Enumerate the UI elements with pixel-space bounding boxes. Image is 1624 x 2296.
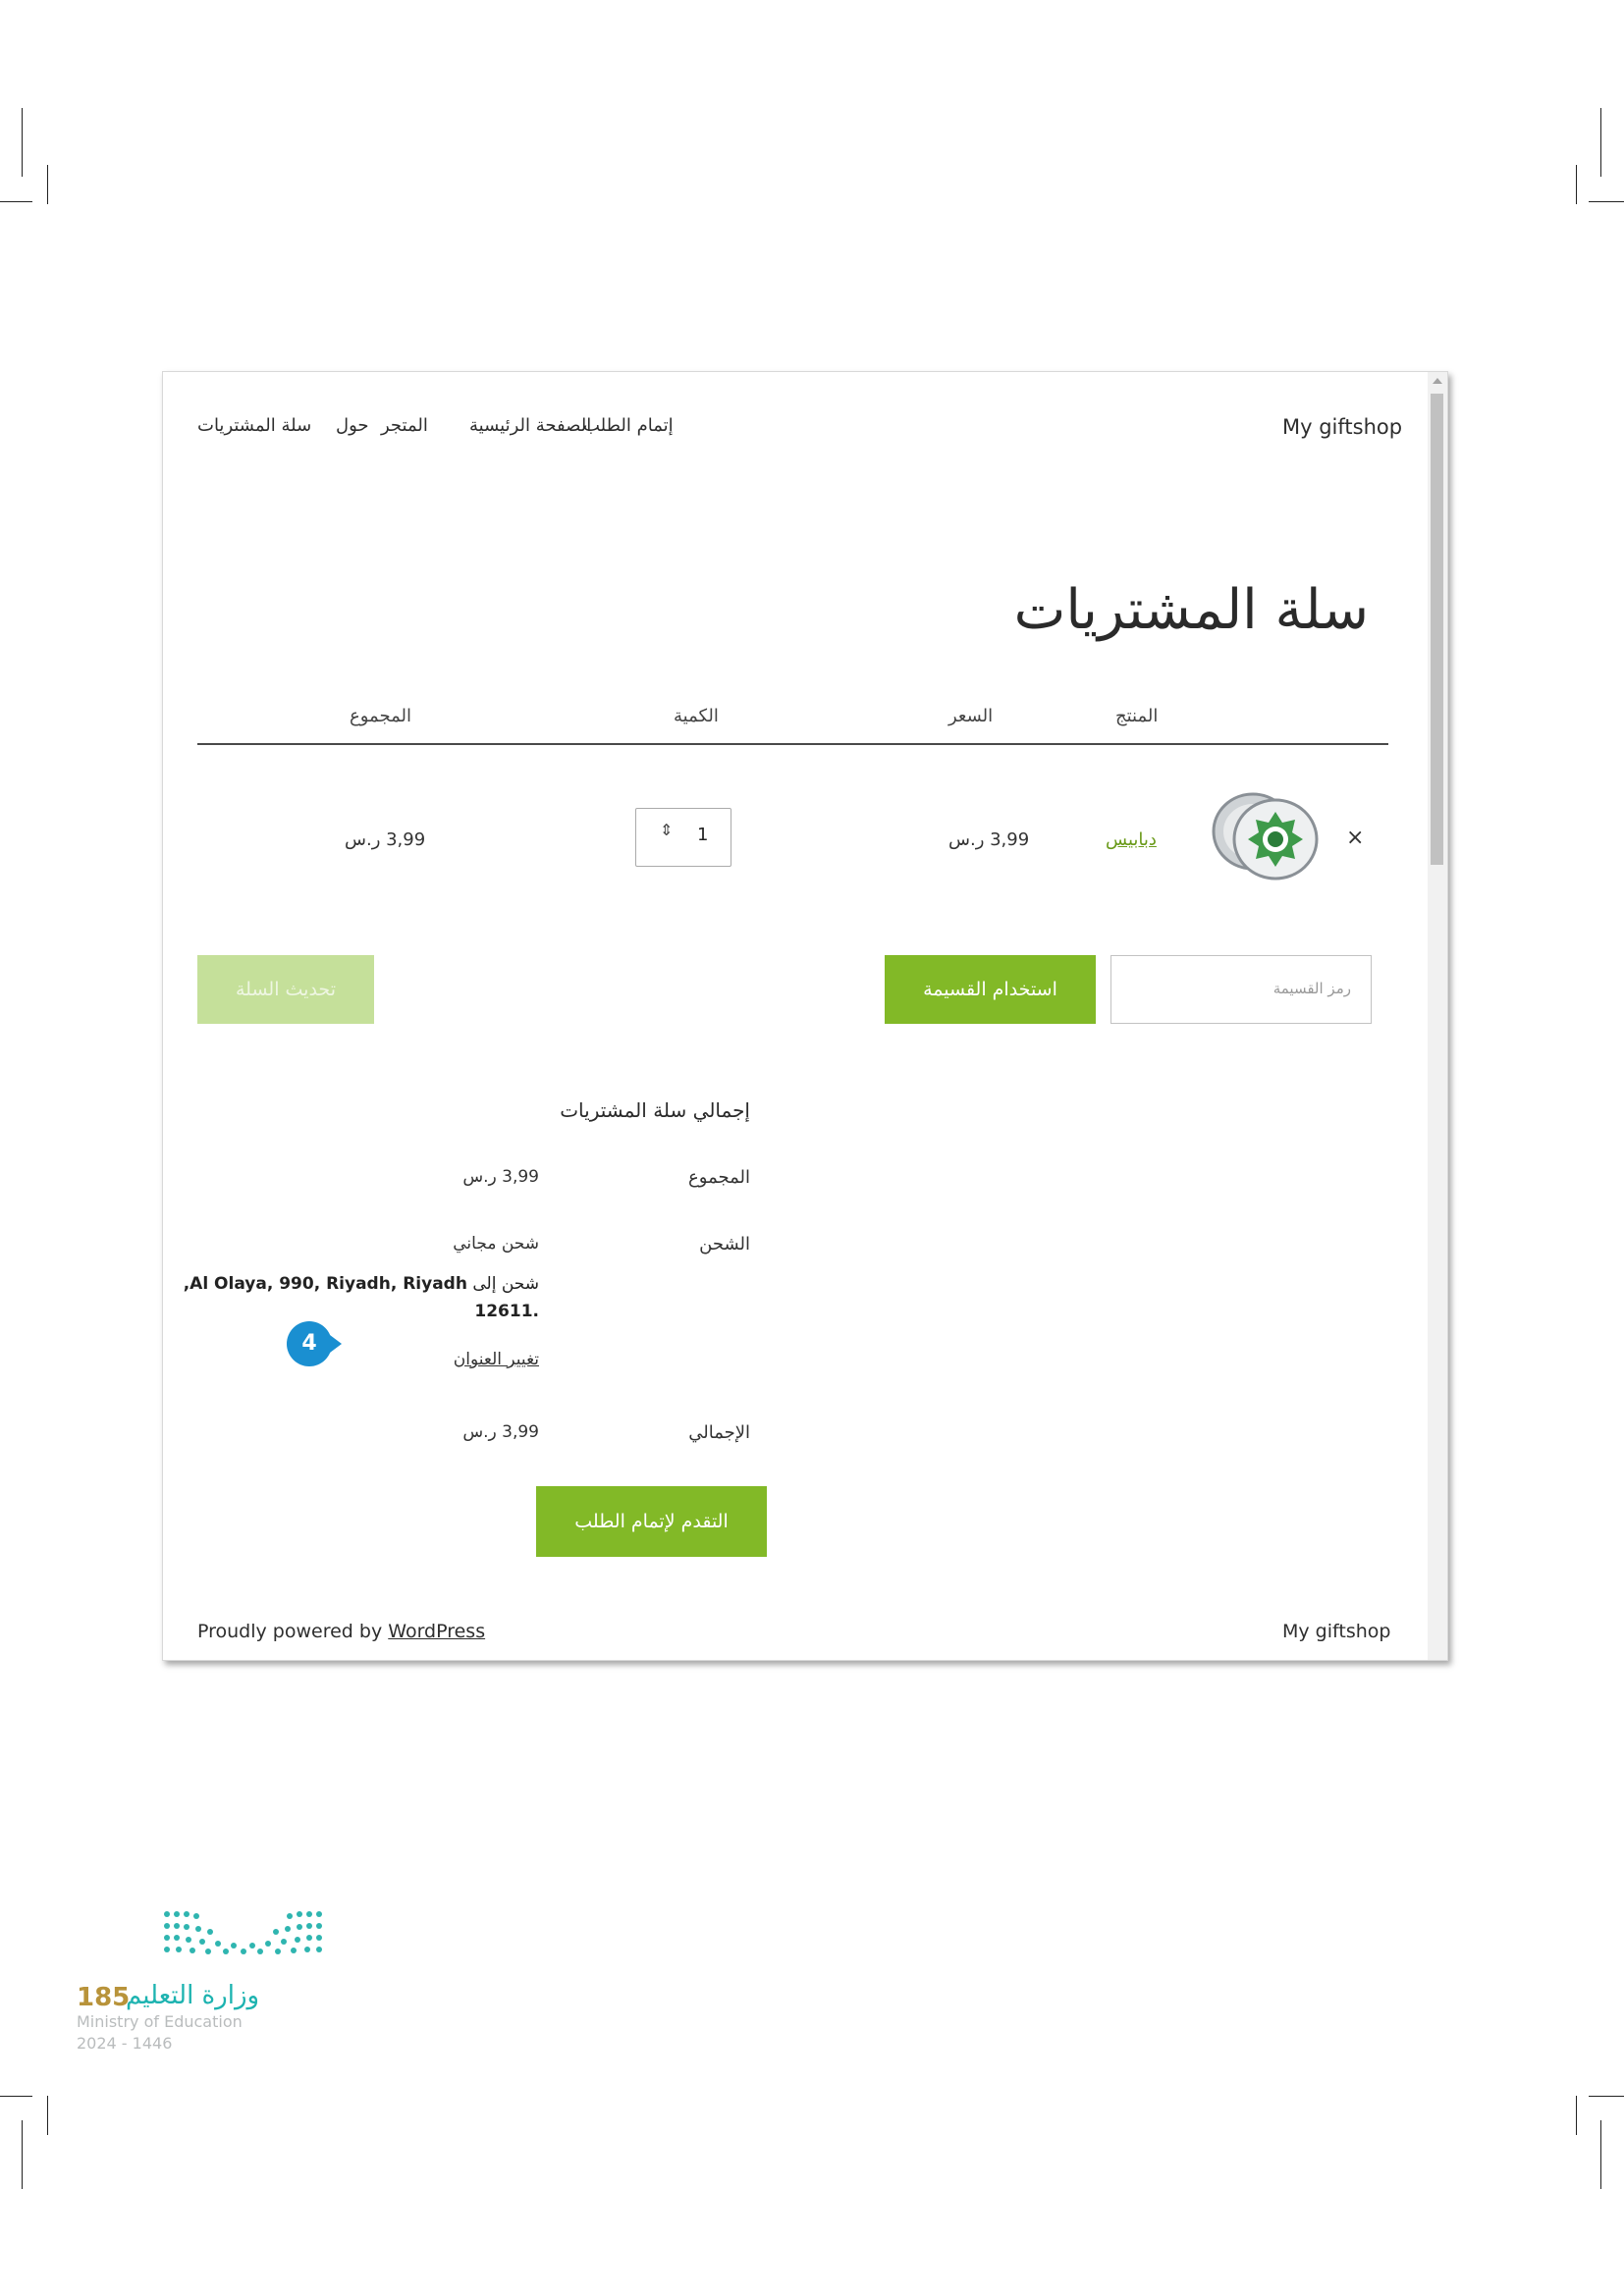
crop-mark [0, 201, 32, 202]
proceed-to-checkout-button[interactable]: التقدم لإتمام الطلب [536, 1486, 767, 1557]
shipping-label: الشحن [699, 1234, 750, 1255]
scroll-up-arrow-icon[interactable] [1433, 378, 1442, 384]
line-subtotal: 3,99 ر.س [345, 829, 426, 850]
total-value: 3,99 ر.س [462, 1422, 539, 1442]
crop-mark [1589, 2096, 1624, 2097]
nav-item-shop[interactable]: المتجر [381, 415, 428, 436]
crop-mark [1600, 2120, 1601, 2189]
callout-badge: 4 [287, 1321, 332, 1366]
powered-by [197, 1621, 485, 1642]
column-header-price: السعر [948, 706, 994, 726]
site-title[interactable]: My giftshop [1282, 415, 1403, 439]
stepper-arrows-icon[interactable]: ⇕ [660, 821, 674, 839]
table-header-divider [197, 743, 1388, 745]
apply-coupon-button[interactable]: استخدام القسيمة [885, 955, 1096, 1024]
wordpress-link[interactable]: WordPress [388, 1621, 486, 1642]
product-name-link[interactable]: دبابيس [1106, 829, 1157, 850]
ministry-logo-icon [157, 1904, 329, 1958]
nav-item-checkout[interactable]: إتمام الطلب [583, 415, 674, 436]
crop-mark [22, 2120, 23, 2189]
crop-mark [0, 2096, 32, 2097]
column-header-quantity: الكمية [674, 706, 719, 726]
quantity-stepper[interactable] [635, 808, 731, 867]
column-header-product: المنتج [1115, 706, 1159, 726]
shipping-address [184, 1270, 539, 1325]
ship-to-prefix: شحن إلى [472, 1274, 539, 1294]
nav-item-home[interactable]: الصفحة الرئيسية [469, 415, 592, 436]
scrollbar-thumb[interactable] [1431, 394, 1443, 865]
remove-item-icon[interactable]: × [1346, 826, 1365, 850]
ship-to-address: Al Olaya, 990, Riyadh, Riyadh, [183, 1274, 467, 1294]
powered-by-text: Proudly powered by [197, 1621, 383, 1642]
product-price: 3,99 ر.س [948, 829, 1030, 850]
crop-mark [47, 2096, 48, 2135]
footer-site-title[interactable]: My giftshop [1282, 1621, 1391, 1642]
crop-mark [1576, 2096, 1577, 2135]
ship-to-postcode: .12611 [474, 1302, 539, 1321]
ministry-name-arabic: وزارة التعليم [126, 1981, 260, 2010]
crop-mark [1589, 201, 1624, 202]
vertical-scrollbar[interactable] [1428, 372, 1447, 1660]
product-thumbnail[interactable] [1199, 784, 1326, 882]
subtotal-value: 3,99 ر.س [462, 1167, 539, 1187]
coupon-placeholder: رمز القسيمة [1272, 980, 1351, 997]
crop-mark [22, 108, 23, 177]
coupon-code-input[interactable] [1110, 955, 1372, 1024]
browser-screenshot [162, 371, 1448, 1661]
edition-year: 2024 - 1446 [77, 2034, 173, 2053]
crop-mark [1600, 108, 1601, 177]
quantity-value: 1 [697, 825, 709, 845]
crop-mark [47, 165, 48, 204]
subtotal-label: المجموع [688, 1167, 750, 1188]
crop-mark [1576, 165, 1577, 204]
page-title: سلة المشتريات [1013, 578, 1369, 642]
nav-item-about[interactable]: حول [336, 415, 369, 436]
update-cart-button[interactable]: تحديث السلة [197, 955, 374, 1024]
cart-totals-title: إجمالي سلة المشتريات [560, 1098, 750, 1122]
cart-page [163, 372, 1428, 1660]
page-number: 185 [77, 1983, 131, 2012]
column-header-subtotal: المجموع [350, 706, 411, 726]
nav-item-cart[interactable]: سلة المشتريات [197, 415, 312, 436]
total-label: الإجمالي [688, 1422, 750, 1443]
shipping-value: شحن مجاني [453, 1234, 539, 1254]
change-address-link[interactable]: تغيير العنوان [453, 1350, 539, 1369]
ministry-name-english: Ministry of Education [77, 2012, 243, 2031]
